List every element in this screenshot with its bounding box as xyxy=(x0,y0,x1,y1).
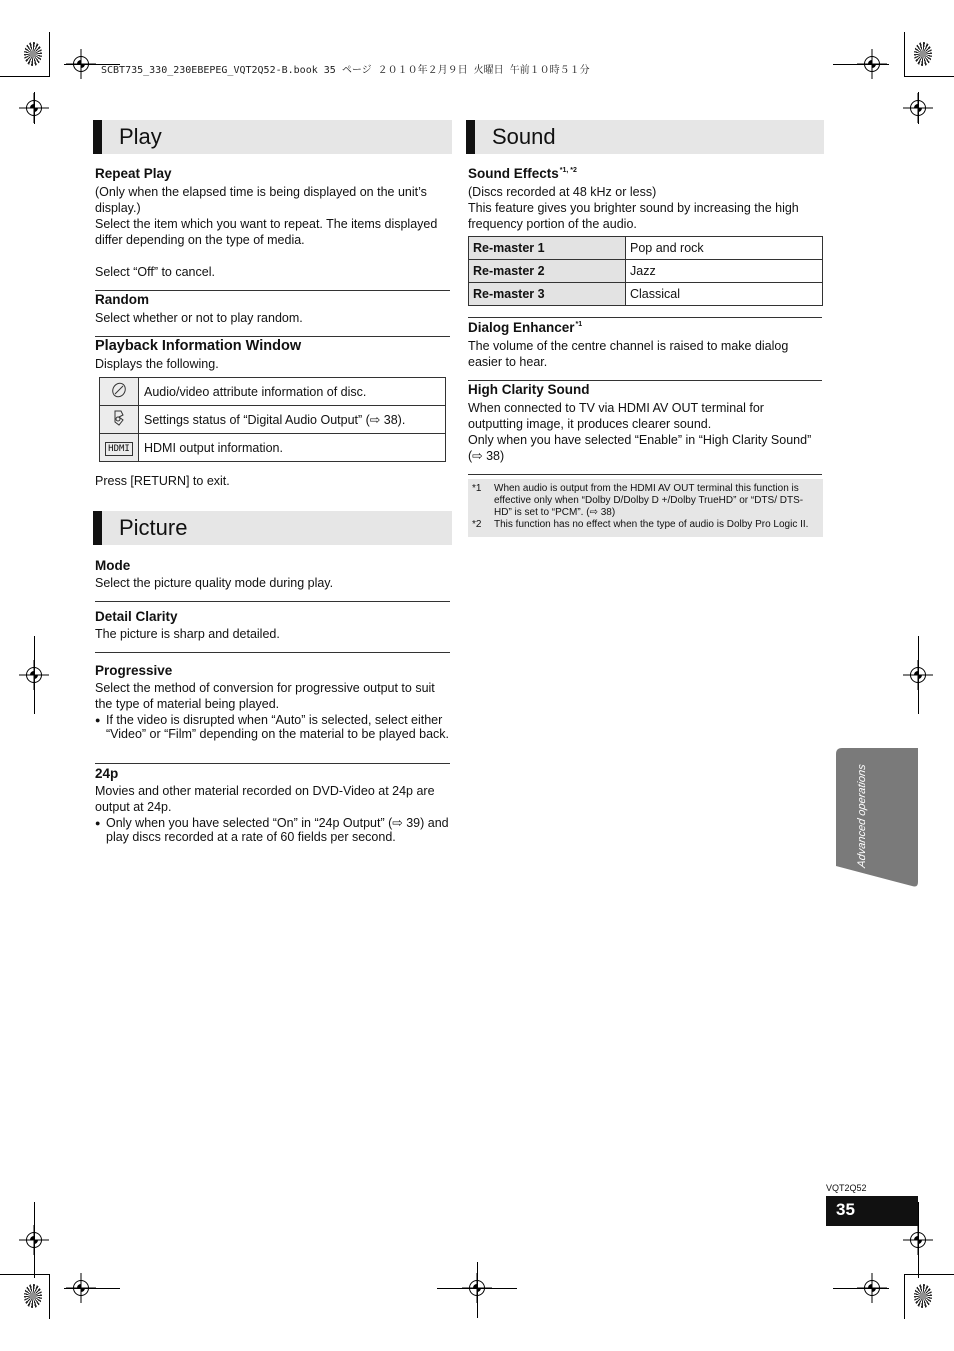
section-accent xyxy=(466,120,475,154)
text-high-clarity: When connected to TV via HDMI AV OUT terminal for outputting image, it produces clearer sound. Only when you have selected “Enable” in “High Clarity Sound” (⇨ 38) xyxy=(468,401,812,463)
section-title: Picture xyxy=(119,515,188,540)
text-24p: Movies and other material recorded on DVD-Video at 24p are output at 24p. xyxy=(95,784,435,814)
table-value: Jazz xyxy=(626,260,823,283)
divider xyxy=(95,336,450,337)
side-tab-label: Advanced operations xyxy=(856,763,868,869)
section-header-sound xyxy=(466,120,824,154)
footnote-number: *1 xyxy=(472,483,482,494)
table-row xyxy=(469,237,823,260)
section-title: Sound xyxy=(492,124,556,149)
registration-mark-icon xyxy=(73,1280,89,1296)
divider xyxy=(95,601,450,602)
color-target-icon xyxy=(914,1284,932,1308)
bullet-progressive: ● If the video is disrupted when “Auto” is selected, select either “Video” or “Film” depending on the material to be played back. xyxy=(95,713,451,741)
table-cell-icon xyxy=(100,434,139,462)
registration-mark-icon xyxy=(26,1232,42,1248)
footnote-number: *2 xyxy=(472,519,482,530)
text-playback-info: Displays the following. xyxy=(95,357,219,371)
text-mode: Select the picture quality mode during play. xyxy=(95,576,334,590)
print-header: SCBT735_330_230EBEPEG_VQT2Q52-B.book 35 ページ ２０１０年２月９日 火曜日 午前１０時５１分 xyxy=(101,65,590,76)
registration-mark-icon xyxy=(26,100,42,116)
text-dialog-enhancer: The volume of the centre channel is raised to make dialog easier to hear. xyxy=(468,339,789,369)
section-title: Play xyxy=(119,124,162,149)
registration-mark-icon xyxy=(469,1280,485,1296)
table-row xyxy=(100,406,446,434)
heading-dialog-enhancer xyxy=(468,320,582,335)
table-cell-icon xyxy=(100,378,139,406)
footnote-text: When audio is output from the HDMI AV OUT terminal this function is effective only when “Dolby D/Dolby D +/Dolby TrueHD” or “DTS/ DTS-HD” is set to “PCM”. (⇨ 38) xyxy=(494,483,804,518)
page-number: 35 xyxy=(826,1196,918,1226)
footnote-ref: *1, *2 xyxy=(559,167,577,174)
bullet-24p: ● Only when you have selected “On” in “24p Output” (⇨ 39) and play discs recorded at a rate of 60 fields per second. xyxy=(95,816,451,844)
heading-repeat-play: Repeat Play xyxy=(95,166,172,181)
table-row xyxy=(469,283,823,306)
remaster-table xyxy=(468,236,823,306)
color-target-icon xyxy=(914,42,932,66)
registration-mark-icon xyxy=(864,1280,880,1296)
divider xyxy=(468,317,822,318)
digital-audio-icon xyxy=(110,417,128,431)
text-sound-effects: (Discs recorded at 48 kHz or less) This feature gives you brighter sound by increasing the high frequency portion of the audio. xyxy=(468,185,799,231)
registration-mark-icon xyxy=(864,56,880,72)
registration-mark-icon xyxy=(910,1232,926,1248)
table-key: Re-master 1 xyxy=(469,237,626,260)
text-repeat-play: (Only when the elapsed time is being displayed on the unit’s display.) Select the item which you want to repeat. The items displayed differ depending on the type of media. xyxy=(95,185,438,247)
hdmi-icon: HDMI xyxy=(105,442,133,456)
registration-mark-icon xyxy=(26,667,42,683)
table-cell: Audio/video attribute information of disc. xyxy=(139,378,446,406)
footnotes-box xyxy=(468,479,823,537)
table-key: Re-master 3 xyxy=(469,283,626,306)
heading-sound-effects xyxy=(468,166,577,181)
color-target-icon xyxy=(24,42,42,66)
text-detail-clarity: The picture is sharp and detailed. xyxy=(95,627,280,641)
registration-mark-icon xyxy=(910,667,926,683)
heading-progressive: Progressive xyxy=(95,663,173,678)
divider xyxy=(468,474,822,475)
heading-mode: Mode xyxy=(95,558,131,573)
playback-info-table xyxy=(99,377,446,462)
divider xyxy=(468,380,822,381)
document-code: VQT2Q52 xyxy=(826,1183,867,1193)
table-row xyxy=(100,378,446,406)
table-cell: HDMI output information. xyxy=(139,434,446,462)
heading-random: Random xyxy=(95,292,149,307)
heading-text: Dialog Enhancer xyxy=(468,320,575,335)
table-cell: Settings status of “Digital Audio Output” (⇨ 38). xyxy=(139,406,446,434)
color-target-icon xyxy=(24,1284,42,1308)
table-row xyxy=(469,260,823,283)
table-key: Re-master 2 xyxy=(469,260,626,283)
heading-text: Sound Effects xyxy=(468,166,559,181)
divider xyxy=(95,763,450,764)
text-progressive: Select the method of conversion for progressive output to suit the type of material being played. xyxy=(95,681,435,711)
table-row xyxy=(100,434,446,462)
registration-mark-icon xyxy=(910,100,926,116)
heading-24p: 24p xyxy=(95,766,119,781)
section-header-picture xyxy=(93,511,452,545)
heading-detail-clarity: Detail Clarity xyxy=(95,609,178,624)
table-cell-icon xyxy=(100,406,139,434)
divider xyxy=(95,290,450,291)
section-accent xyxy=(93,120,102,154)
text-random: Select whether or not to play random. xyxy=(95,311,303,325)
heading-high-clarity: High Clarity Sound xyxy=(468,382,590,397)
divider xyxy=(95,652,450,653)
table-value: Classical xyxy=(626,283,823,306)
text-return-exit: Press [RETURN] to exit. xyxy=(95,474,230,488)
side-tab xyxy=(836,748,918,888)
table-value: Pop and rock xyxy=(626,237,823,260)
heading-playback-info: Playback Information Window xyxy=(95,338,302,354)
section-header-play xyxy=(93,120,452,154)
footnote-text: This function has no effect when the type of audio is Dolby Pro Logic II. xyxy=(494,519,809,530)
footnote-ref: *1 xyxy=(575,321,583,328)
disc-info-icon xyxy=(110,388,128,402)
section-accent xyxy=(93,511,102,545)
registration-mark-icon xyxy=(73,56,89,72)
text-repeat-cancel: Select “Off” to cancel. xyxy=(95,265,215,279)
